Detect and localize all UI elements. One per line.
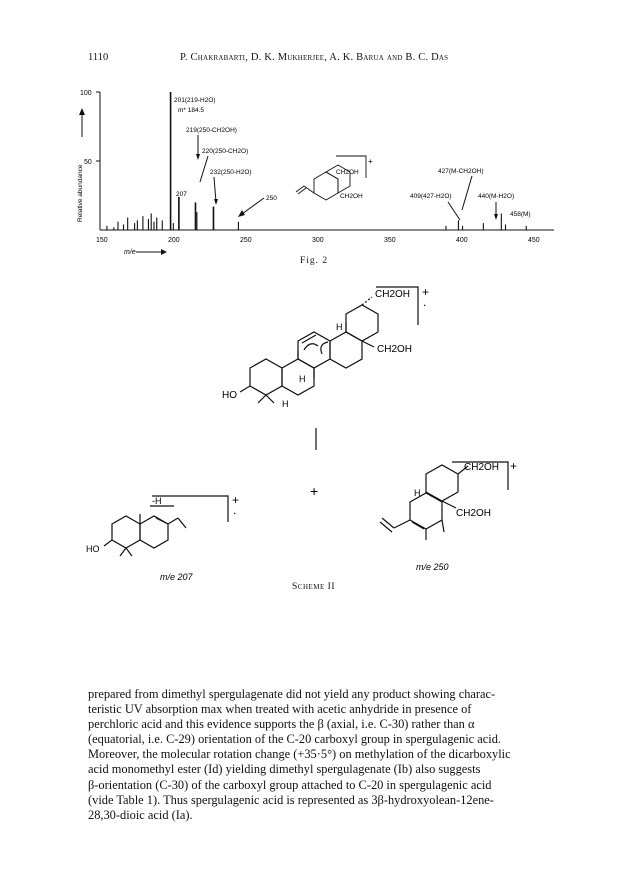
parent-h-3: H [282, 399, 289, 409]
frag207-vinyl-bond-2 [178, 518, 186, 528]
ho-bond [240, 386, 250, 392]
parent-charge: + [422, 285, 430, 299]
annotation-219: 219(250-CH2OH) [186, 127, 237, 134]
ch2oh-bond-right [362, 341, 374, 347]
inset-charge: + [368, 157, 373, 166]
inset-ch2oh-bottom: CH2OH [340, 193, 363, 200]
body-line: teristic UV absorption max when treated with acetic anhydride in presence of [88, 702, 472, 717]
annotation-250: 250 [266, 195, 277, 202]
inset-ch2oh-top: CH2OH [336, 169, 359, 176]
fragment-250-structure [380, 462, 508, 540]
body-line: perchloric acid and this evidence supports the β (axial, i.e. C-30) rather than α [88, 717, 475, 732]
frag250-vinyl-3 [380, 522, 392, 532]
x-axis-arrowhead [161, 249, 167, 255]
ring-c [298, 332, 330, 368]
frag207-vinyl-bond [168, 518, 178, 524]
body-line: (vide Table 1). Thus spergulagenic acid is represented as 3β-hydroxyolean-12ene- [88, 792, 494, 807]
x-tick-label-200: 200 [168, 237, 180, 244]
frag207-h-label: -H [152, 496, 162, 506]
ring-d [330, 332, 362, 368]
x-tick-label-250: 250 [240, 237, 252, 244]
mass-spectrum-chart [70, 82, 570, 260]
body-line: acid monomethyl ester (Id) yielding dimethyl spergulagenate (Ib) also suggests [88, 762, 481, 777]
x-tick-label-350: 350 [384, 237, 396, 244]
body-line: 28,30-dioic acid (Ia). [88, 807, 193, 822]
parent-ch2oh-top: CH2OH [375, 289, 411, 300]
frag207-ring-a [112, 516, 140, 548]
arrowhead-440 [494, 214, 498, 220]
curly-arrow-2 [321, 342, 328, 354]
gem-methyl-1 [258, 395, 266, 403]
body-line: Moreover, the molecular rotation change (+35·5°) on methylation of the dicarboxylic [88, 747, 511, 762]
parent-radical-dot: . [423, 295, 427, 309]
arrowhead-250 [238, 210, 245, 217]
annotation-220: 220(250-CH2O) [202, 148, 249, 155]
frag207-gem-methyl-2 [126, 548, 132, 556]
running-head-authors: P. Chakrabarti, D. K. Mukherjee, A. K. Barua and B. C. Das [180, 52, 449, 63]
x-tick-label-450: 450 [528, 237, 540, 244]
frag250-ch2oh-bond-bottom [442, 501, 456, 508]
frag207-ho-bond [104, 540, 112, 546]
page-number: 1110 [88, 52, 109, 63]
ch2oh-bond-top [362, 297, 372, 305]
arrow-427 [462, 176, 472, 210]
annotation-metastable: m* 184.5 [178, 107, 205, 114]
annotation-427: 427(M-CH2OH) [438, 168, 484, 175]
scheme-ii-diagram [86, 270, 550, 590]
frag250-vinyl-2 [382, 518, 394, 528]
annotation-207: 207 [176, 191, 187, 198]
frag250-double-bond [412, 522, 424, 529]
arrow-409 [448, 202, 460, 220]
frag250-methyl-2 [442, 520, 444, 532]
annotation-232: 232(250-H2O) [210, 169, 252, 176]
annotation-409: 409(427-H2O) [410, 193, 452, 200]
frag207-ring-b [140, 516, 168, 548]
arrow-250 [242, 198, 264, 214]
arrow-220 [200, 156, 208, 182]
peak-annotations [174, 97, 531, 220]
body-line: prepared from dimethyl spergulagenate did not yield any product showing charac- [88, 687, 496, 701]
body-line: (equatorial, i.e. C-29) orientation of the C-20 carboxyl group in spergulagenic acid. [88, 732, 502, 747]
x-tick-label-300: 300 [312, 237, 324, 244]
frag250-ch2oh-top: CH2OH [464, 462, 500, 473]
frag250-label: m/e 250 [416, 562, 449, 572]
parent-h-1: H [336, 322, 343, 332]
x-tick-labels [96, 237, 540, 244]
arrow-232 [214, 177, 216, 202]
frag250-charge: + [510, 459, 518, 473]
frag207-ho: HO [86, 544, 100, 554]
y-tick-label-100: 100 [80, 90, 92, 97]
gem-methyl-2 [266, 395, 274, 403]
y-axis-label: Relative abundance [77, 164, 84, 222]
annotation-440: 440(M-H2O) [478, 193, 515, 200]
curly-arrow-1 [304, 344, 318, 350]
parent-ch2oh-right: CH2OH [377, 344, 413, 355]
y-tick-label-50: 50 [84, 159, 92, 166]
body-paragraph [88, 687, 558, 823]
double-bond [302, 335, 316, 343]
frag207-double-bond [156, 518, 168, 524]
x-tick-label-150: 150 [96, 237, 108, 244]
frag250-vinyl-1 [394, 520, 410, 528]
x-tick-label-400: 400 [456, 237, 468, 244]
annotation-458: 458(M) [510, 211, 531, 218]
x-axis-label: m/e [124, 249, 136, 256]
parent-h-2: H [299, 374, 306, 384]
scheme-caption: Scheme II [292, 582, 335, 592]
plus-sign: + [310, 483, 319, 499]
parent-ho: HO [222, 390, 237, 401]
y-axis-arrowhead [79, 108, 85, 115]
frag207-label: m/e 207 [160, 572, 193, 582]
frag207-charge: + [232, 493, 240, 507]
fragment-207-structure [104, 496, 228, 556]
body-line: β-orientation (C-30) of the carboxyl group attached to C-20 in spergulagenic acid [88, 777, 492, 792]
frag207-bracket [152, 496, 228, 522]
ring-b [282, 359, 314, 395]
frag207-gem-methyl-1 [120, 548, 126, 556]
frag250-h: H [414, 488, 421, 498]
ring-a [250, 359, 282, 395]
frag250-ch2oh-bottom: CH2OH [456, 508, 492, 519]
arrowhead-232 [214, 199, 218, 205]
frag207-dot: . [233, 503, 237, 517]
annotation-201: 201(219-H2O) [174, 97, 216, 104]
spectrum-peaks [107, 92, 526, 230]
arrowhead-219 [196, 154, 200, 160]
figure-caption: Fig. 2 [300, 256, 329, 266]
ring-e [346, 305, 378, 341]
